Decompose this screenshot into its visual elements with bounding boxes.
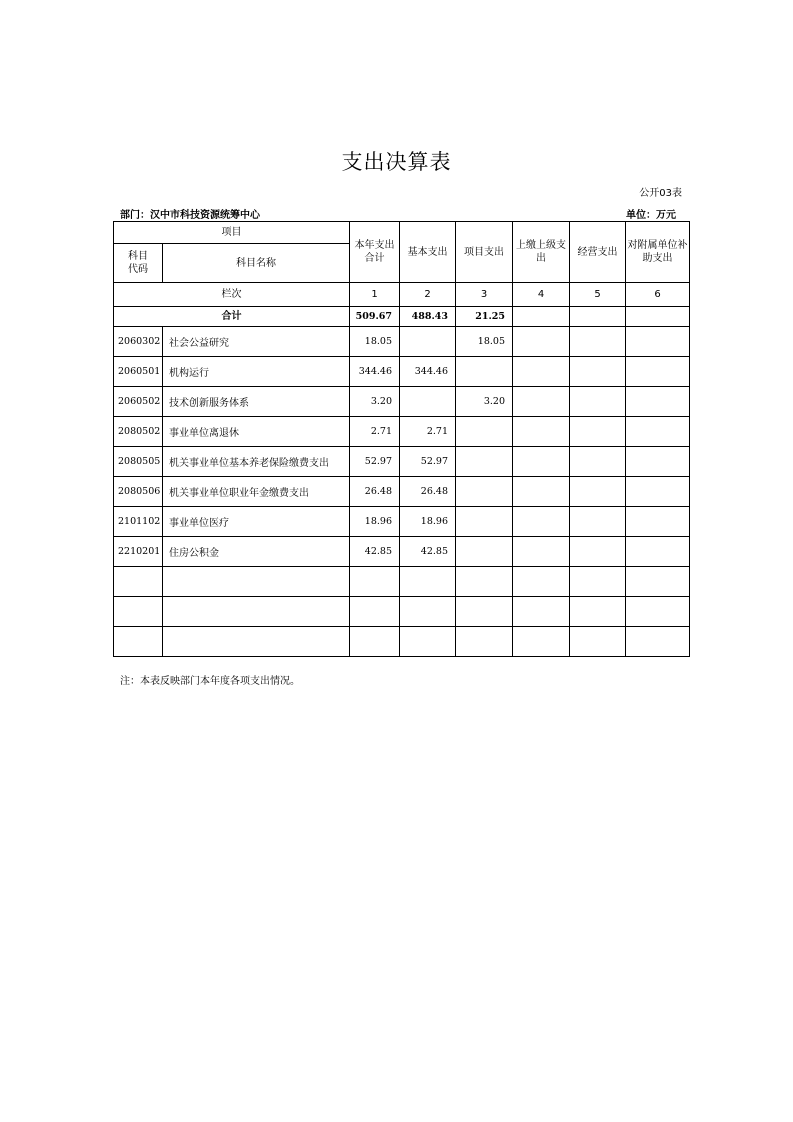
amount-cell <box>626 327 690 357</box>
amount-cell <box>570 477 626 507</box>
amount-cell <box>513 357 570 387</box>
header-basic: 基本支出 <box>400 222 456 283</box>
department-label: 部门：汉中市科技资源统筹中心 <box>120 210 260 221</box>
amount-cell: 3.20 <box>456 387 513 417</box>
header-subject-name: 科目名称 <box>163 244 350 283</box>
header-project: 项目 <box>114 222 350 244</box>
amount-cell <box>400 597 456 627</box>
amount-cell <box>626 507 690 537</box>
amount-cell <box>513 417 570 447</box>
amount-cell <box>456 597 513 627</box>
subject-name: 机关事业单位职业年金缴费支出 <box>163 477 350 507</box>
amount-cell <box>570 537 626 567</box>
total-value <box>513 307 570 327</box>
amount-cell <box>570 387 626 417</box>
header-upper: 上缴上级支出 <box>513 222 570 283</box>
form-number: 公开03表 <box>639 188 682 199</box>
expenditure-table <box>113 221 690 657</box>
subject-name: 机关事业单位基本养老保险缴费支出 <box>163 447 350 477</box>
amount-cell <box>513 387 570 417</box>
amount-cell: 52.97 <box>350 447 400 477</box>
amount-cell <box>400 627 456 657</box>
index-cell: 6 <box>626 283 690 307</box>
amount-cell <box>570 567 626 597</box>
footnote: 注：本表反映部门本年度各项支出情况。 <box>120 676 300 687</box>
header-total: 本年支出合计 <box>350 222 400 283</box>
amount-cell: 42.85 <box>350 537 400 567</box>
index-cell: 2 <box>400 283 456 307</box>
amount-cell <box>456 357 513 387</box>
amount-cell <box>626 387 690 417</box>
total-value: 21.25 <box>456 307 513 327</box>
amount-cell <box>626 627 690 657</box>
subject-name: 机构运行 <box>163 357 350 387</box>
table-row <box>114 447 690 477</box>
total-value <box>626 307 690 327</box>
amount-cell <box>513 537 570 567</box>
subject-code: 2101102 <box>114 507 163 537</box>
amount-cell: 3.20 <box>350 387 400 417</box>
amount-cell <box>456 507 513 537</box>
amount-cell: 42.85 <box>400 537 456 567</box>
amount-cell: 2.71 <box>400 417 456 447</box>
amount-cell <box>570 627 626 657</box>
table-row <box>114 477 690 507</box>
row-index-label: 栏次 <box>114 283 350 307</box>
table-row <box>114 327 690 357</box>
table-row <box>114 537 690 567</box>
amount-cell: 344.46 <box>400 357 456 387</box>
amount-cell <box>570 357 626 387</box>
subject-code: 2080505 <box>114 447 163 477</box>
amount-cell <box>570 597 626 627</box>
subject-code: 2210201 <box>114 537 163 567</box>
subject-code: 2060502 <box>114 387 163 417</box>
amount-cell <box>513 597 570 627</box>
subject-name: 事业单位离退休 <box>163 417 350 447</box>
amount-cell <box>513 327 570 357</box>
subject-code <box>114 567 163 597</box>
amount-cell <box>513 567 570 597</box>
amount-cell <box>513 627 570 657</box>
amount-cell <box>626 537 690 567</box>
index-cell: 5 <box>570 283 626 307</box>
amount-cell <box>513 447 570 477</box>
total-label: 合计 <box>114 307 350 327</box>
amount-cell <box>570 507 626 537</box>
total-value: 509.67 <box>350 307 400 327</box>
amount-cell <box>400 567 456 597</box>
subject-code <box>114 597 163 627</box>
amount-cell <box>400 327 456 357</box>
amount-cell <box>456 567 513 597</box>
header-business: 经营支出 <box>570 222 626 283</box>
total-row <box>114 307 690 327</box>
amount-cell <box>570 327 626 357</box>
table-row <box>114 507 690 537</box>
subject-name: 社会公益研究 <box>163 327 350 357</box>
page-title: 支出决算表 <box>341 150 452 174</box>
header-subsidy: 对附属单位补助支出 <box>626 222 690 283</box>
amount-cell <box>626 567 690 597</box>
amount-cell <box>626 477 690 507</box>
amount-cell <box>570 417 626 447</box>
unit-label: 单位：万元 <box>626 210 676 221</box>
subject-name: 技术创新服务体系 <box>163 387 350 417</box>
table-row <box>114 567 690 597</box>
amount-cell <box>456 417 513 447</box>
amount-cell: 18.05 <box>350 327 400 357</box>
subject-code: 2080502 <box>114 417 163 447</box>
amount-cell <box>626 447 690 477</box>
amount-cell <box>626 417 690 447</box>
table-row <box>114 357 690 387</box>
amount-cell <box>456 537 513 567</box>
total-value <box>570 307 626 327</box>
table-row <box>114 387 690 417</box>
amount-cell <box>570 447 626 477</box>
amount-cell: 26.48 <box>350 477 400 507</box>
index-cell: 1 <box>350 283 400 307</box>
subject-code: 2060302 <box>114 327 163 357</box>
amount-cell <box>456 627 513 657</box>
amount-cell: 26.48 <box>400 477 456 507</box>
header-subject-code: 科目代码 <box>114 244 163 283</box>
subject-name <box>163 597 350 627</box>
amount-cell <box>626 597 690 627</box>
amount-cell <box>350 627 400 657</box>
amount-cell <box>456 447 513 477</box>
amount-cell <box>513 477 570 507</box>
amount-cell: 18.05 <box>456 327 513 357</box>
index-cell: 3 <box>456 283 513 307</box>
subject-name <box>163 627 350 657</box>
subject-name <box>163 567 350 597</box>
amount-cell: 52.97 <box>400 447 456 477</box>
amount-cell <box>456 477 513 507</box>
table-row <box>114 627 690 657</box>
amount-cell: 344.46 <box>350 357 400 387</box>
amount-cell: 18.96 <box>350 507 400 537</box>
subject-code <box>114 627 163 657</box>
subject-code: 2060501 <box>114 357 163 387</box>
subject-code: 2080506 <box>114 477 163 507</box>
subject-name: 住房公积金 <box>163 537 350 567</box>
amount-cell <box>350 597 400 627</box>
index-cell: 4 <box>513 283 570 307</box>
table-row <box>114 417 690 447</box>
amount-cell <box>400 387 456 417</box>
amount-cell: 18.96 <box>400 507 456 537</box>
header-project-expense: 项目支出 <box>456 222 513 283</box>
total-value: 488.43 <box>400 307 456 327</box>
table-row <box>114 597 690 627</box>
amount-cell <box>513 507 570 537</box>
amount-cell <box>350 567 400 597</box>
subject-name: 事业单位医疗 <box>163 507 350 537</box>
amount-cell: 2.71 <box>350 417 400 447</box>
amount-cell <box>626 357 690 387</box>
